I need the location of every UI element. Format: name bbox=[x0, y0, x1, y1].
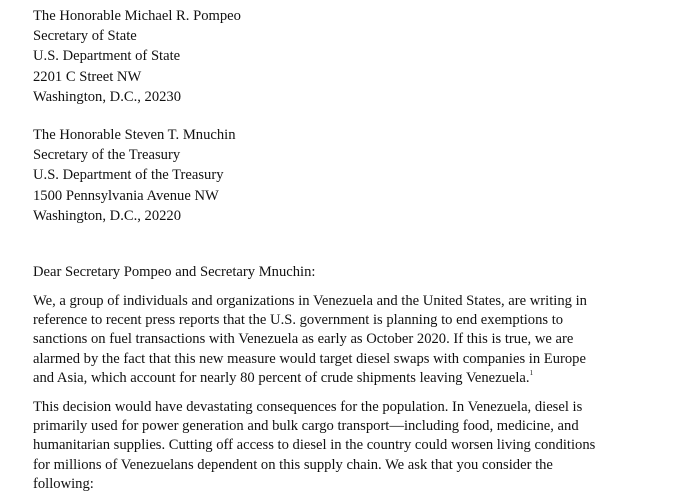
paragraph-line: This decision would have devastating consequences for the population. In Venezuela, diesel is bbox=[33, 399, 583, 416]
paragraph-line: primarily used for power generation and bulk cargo transport—including food, medicine, and bbox=[33, 418, 579, 435]
recipient-address-mnuchin bbox=[33, 125, 673, 226]
salutation: Dear Secretary Pompeo and Secretary Mnuchin: bbox=[33, 264, 316, 281]
address-line: U.S. Department of the Treasury bbox=[33, 167, 224, 184]
paragraph-text: and Asia, which account for nearly 80 percent of crude shipments leaving Venezuela. bbox=[33, 369, 530, 386]
address-line: U.S. Department of State bbox=[33, 48, 181, 65]
address-line: Washington, D.C., 20220 bbox=[33, 207, 182, 224]
paragraph-line-last bbox=[33, 369, 673, 388]
address-line: The Honorable Steven T. Mnuchin bbox=[33, 127, 236, 144]
paragraph-line: sanctions on fuel transactions with Venezuela as early as October 2020. If this is true, we are bbox=[33, 331, 574, 348]
body-paragraph-1 bbox=[33, 292, 673, 388]
body-paragraph-2 bbox=[33, 398, 673, 494]
footnote-marker[interactable]: 1 bbox=[529, 368, 534, 377]
paragraph-line: reference to recent press reports that the U.S. government is planning to end exemptions to bbox=[33, 312, 564, 329]
paragraph-line: We, a group of individuals and organizations in Venezuela and the United States, are writing in bbox=[33, 293, 587, 310]
address-line: 2201 C Street NW bbox=[33, 68, 142, 85]
paragraph-line: alarmed by the fact that this new measure would target diesel swaps with companies in Europe bbox=[33, 350, 586, 367]
address-line: 1500 Pennsylvania Avenue NW bbox=[33, 187, 219, 204]
paragraph-line: humanitarian supplies. Cutting off access to diesel in the country could worsen living conditions bbox=[33, 437, 596, 454]
letter-page bbox=[33, 6, 673, 494]
recipient-address-pompeo bbox=[33, 6, 673, 107]
address-line: The Honorable Michael R. Pompeo bbox=[33, 8, 241, 24]
paragraph-line: following: bbox=[33, 475, 94, 492]
address-line: Secretary of State bbox=[33, 28, 137, 45]
paragraph-line: for millions of Venezuelans dependent on this supply chain. We ask that you consider the bbox=[33, 456, 553, 473]
address-line: Secretary of the Treasury bbox=[33, 147, 181, 164]
address-line: Washington, D.C., 20230 bbox=[33, 88, 182, 105]
